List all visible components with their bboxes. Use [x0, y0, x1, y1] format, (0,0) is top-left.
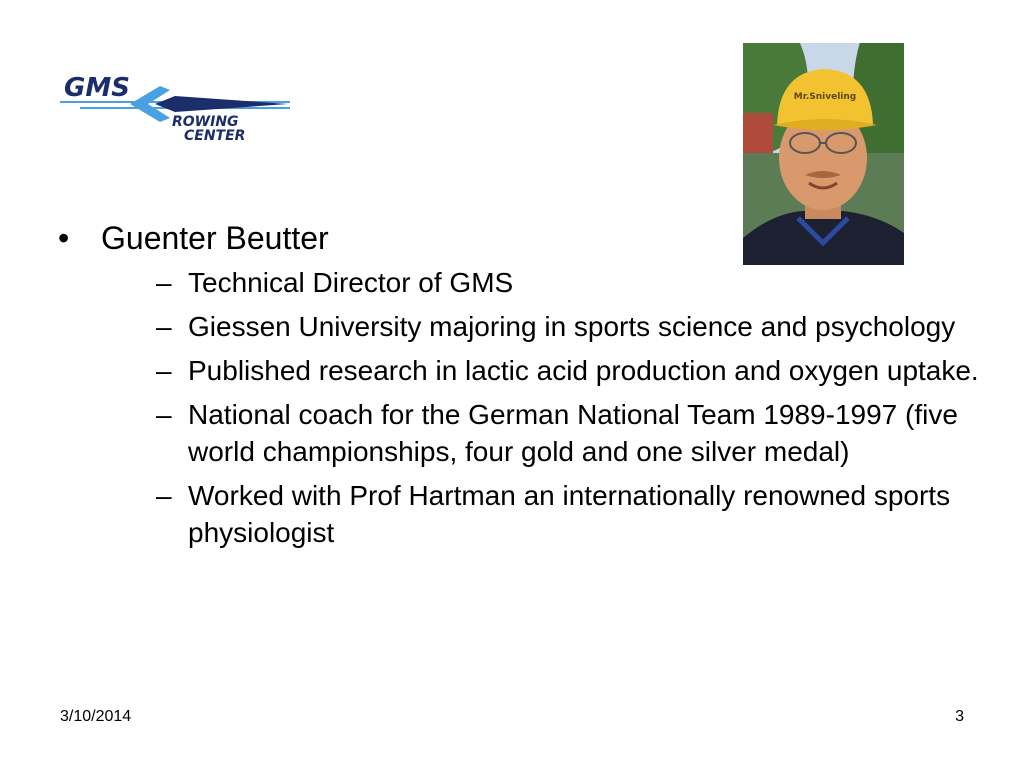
photo-building: [743, 113, 773, 153]
sub-bullet-text: Giessen University majoring in sports science and psychology: [188, 311, 956, 342]
logo-line1-text: ROWING: [172, 114, 239, 130]
dash-symbol: –: [156, 267, 172, 298]
dash-symbol: –: [156, 311, 172, 342]
sub-bullet-item: [101, 396, 983, 470]
sub-bullet-text: National coach for the German National Team 1989-1997 (five world championships, four gold and one silver medal): [188, 399, 958, 467]
bullet-symbol: •: [58, 220, 70, 256]
sub-bullet-text: Technical Director of GMS: [188, 267, 514, 298]
footer-date: 3/10/2014: [60, 708, 132, 725]
dash-symbol: –: [156, 480, 172, 511]
sub-bullet-item: [101, 352, 983, 389]
dash-symbol: –: [156, 399, 172, 430]
logo-brand-text: GMS: [64, 73, 130, 103]
dash-symbol: –: [156, 355, 172, 386]
sub-bullet-list: [101, 264, 979, 551]
sub-bullet-text: Published research in lactic acid production and oxygen uptake.: [188, 355, 979, 386]
slide-number: 3: [955, 708, 964, 725]
bullet-list: [58, 218, 979, 558]
logo-blade: [155, 96, 288, 112]
logo-graphic: [60, 68, 290, 146]
sub-bullet-item: [101, 264, 983, 301]
sub-bullet-item: [101, 477, 983, 551]
sub-bullet-item: [101, 308, 983, 345]
photo-cap-text: Mr.Sniveling: [793, 92, 857, 102]
sub-bullet-text: Worked with Prof Hartman an internationally renowned sports physiologist: [188, 480, 951, 548]
gms-rowing-center-logo: [60, 68, 290, 146]
main-bullet-text: Guenter Beutter: [101, 220, 329, 256]
main-bullet-item: [58, 218, 979, 551]
logo-line2-text: CENTER: [184, 128, 246, 144]
